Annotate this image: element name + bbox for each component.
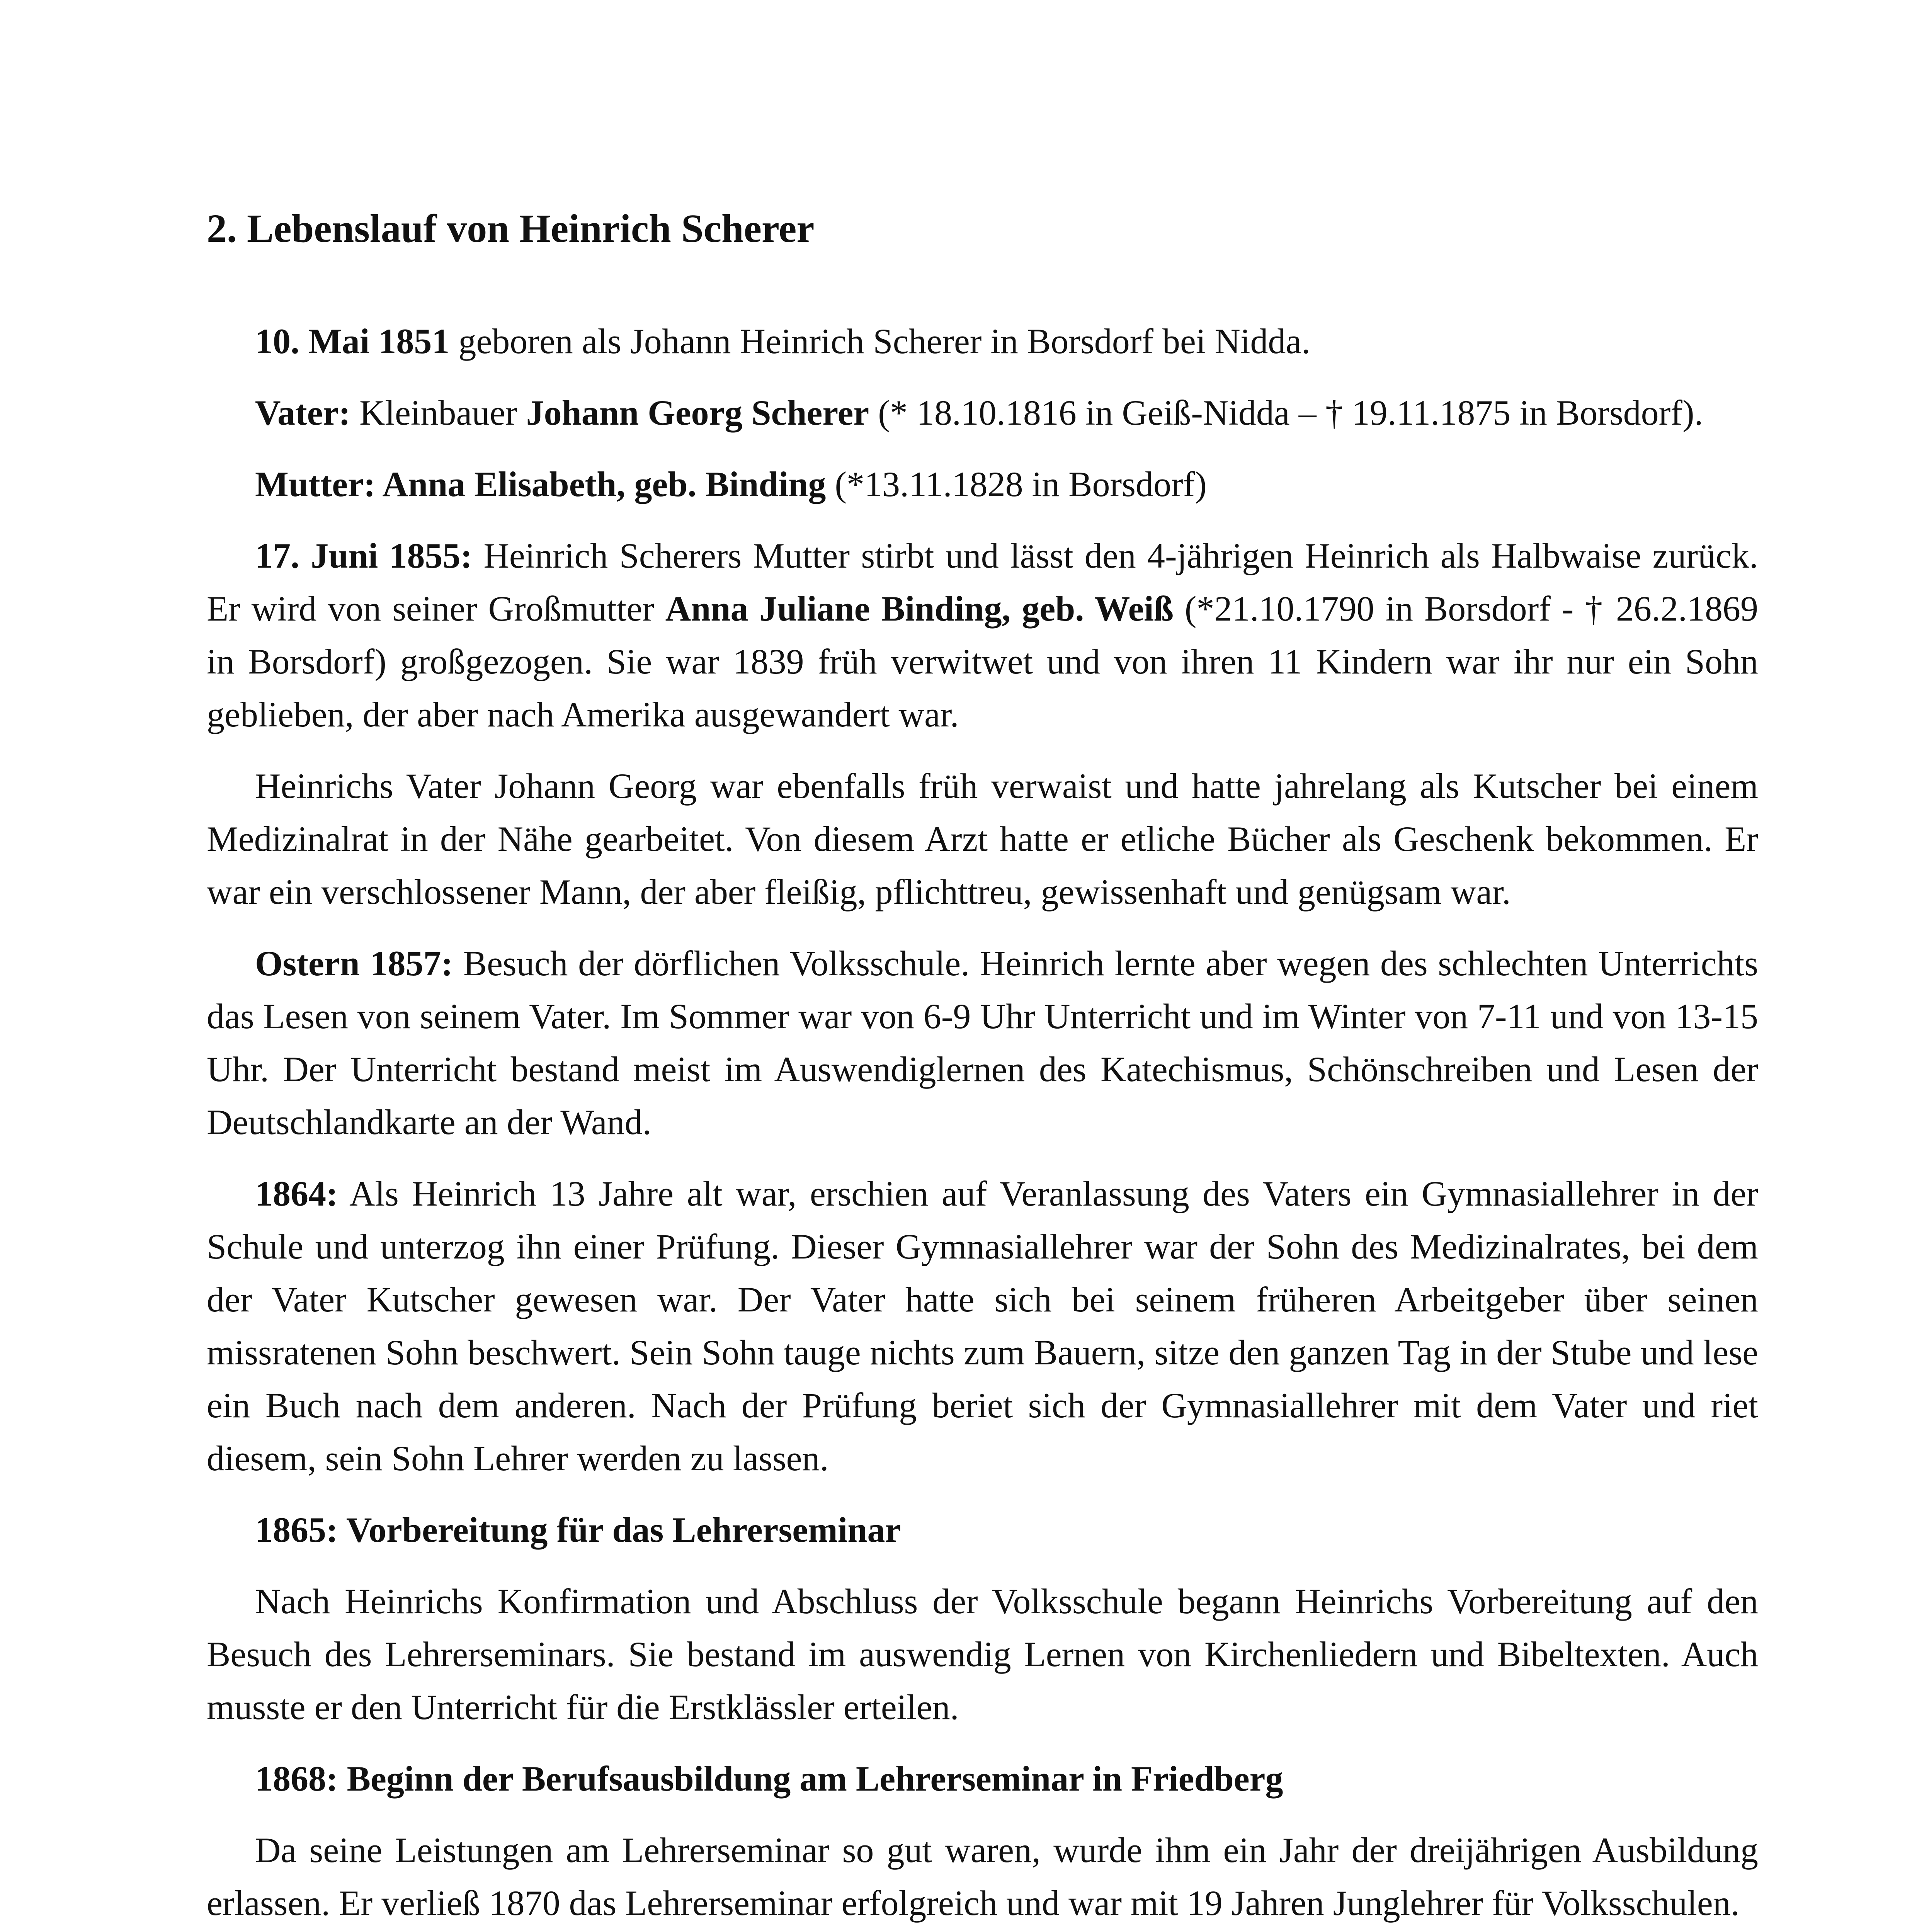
paragraph <box>207 1167 1758 1485</box>
text-run: Da seine Leistungen am Lehrerseminar so gut waren, wurde ihm ein Jahr der dreijährigen Ausbildung erlassen. Er verließ 1870 das Lehrerseminar erfolgreich und war mit 19 Jahren Junglehrer für Volksschulen. <box>207 1830 1758 1923</box>
paragraph <box>207 1575 1758 1734</box>
text-run: Nach Heinrichs Konfirmation und Abschluss der Volksschule begann Heinrichs Vorbereitung auf den Besuch des Lehrerseminars. Sie bestand im auswendig Lernen von Kirchenliedern und Bibeltexten. Auch musste er den Unterricht für die Erstklässler erteilen. <box>207 1582 1758 1727</box>
text-run: (*21.10.1790 in Borsdorf - † 26.2.1869 in Borsdorf) großgezogen. Sie war 1839 früh verwitwet und von ihren 11 Kindern war ihr nur ein Sohn geblieben, der aber nach Amerika ausgewandert war. <box>207 589 1758 734</box>
body-text <box>207 315 1758 1932</box>
bold-text-run: Anna Juliane Binding, geb. Weiß <box>665 589 1174 628</box>
paragraph <box>207 1752 1758 1805</box>
text-run: Kleinbauer <box>350 393 526 432</box>
text-run: Heinrich Scherers Mutter stirbt und lässt den 4-jährigen Heinrich als Halbwaise zurück. Er wird von seiner Großmutter <box>207 536 1758 628</box>
paragraph <box>207 315 1758 368</box>
text-run: (*13.11.1828 in Borsdorf) <box>826 464 1207 504</box>
bold-text-run: Johann Georg Scherer <box>526 393 869 432</box>
section-heading: 2. Lebenslauf von Heinrich Scherer <box>207 206 815 251</box>
paragraph <box>207 937 1758 1149</box>
paragraph <box>207 760 1758 918</box>
document-page <box>207 0 1758 1932</box>
text-run: (* 18.10.1816 in Geiß-Nidda – † 19.11.1875 in Borsdorf). <box>869 393 1703 432</box>
bold-text-run: 17. Juni 1855: <box>255 536 473 575</box>
bold-text-run: 1868: Beginn der Berufsausbildung am Lehrerseminar in Friedberg <box>255 1759 1283 1798</box>
paragraph <box>207 1503 1758 1556</box>
text-run: Heinrichs Vater Johann Georg war ebenfalls früh verwaist und hatte jahrelang als Kutscher bei einem Medizinalrat in der Nähe gearbeitet. Von diesem Arzt hatte er etliche Bücher als Geschenk bekommen. Er war ein verschlossener Mann, der aber fleißig, pflichttreu, gewissenhaft und genügsam war. <box>207 766 1758 912</box>
bold-text-run: 10. Mai 1851 <box>255 321 450 361</box>
text-run: Als Heinrich 13 Jahre alt war, erschien auf Veranlassung des Vaters ein Gymnasiallehrer in der Schule und unterzog ihn einer Prüfung. Dieser Gymnasiallehrer war der Sohn des Medizinalrates, bei dem der Vater Kutscher gewesen war. Der Vater hatte sich bei seinem früheren Arbeitgeber über seinen missratenen Sohn beschwert. Sein Sohn tauge nichts zum Bauern, sitze den ganzen Tag in der Stube und lese ein Buch nach dem anderen. Nach der Prüfung beriet sich der Gymnasiallehrer mit dem Vater und riet diesem, sein Sohn Lehrer werden zu lassen. <box>207 1174 1758 1478</box>
bold-text-run: 1865: Vorbereitung für das Lehrerseminar <box>255 1510 901 1549</box>
paragraph <box>207 529 1758 741</box>
bold-text-run: Mutter: Anna Elisabeth, geb. Binding <box>255 464 826 504</box>
paragraph <box>207 1824 1758 1930</box>
bold-text-run: 1864: <box>255 1174 338 1213</box>
bold-text-run: Ostern 1857: <box>255 944 453 983</box>
paragraph <box>207 458 1758 511</box>
paragraph <box>207 386 1758 439</box>
text-run: geboren als Johann Heinrich Scherer in Borsdorf bei Nidda. <box>449 321 1311 361</box>
text-run: Besuch der dörflichen Volksschule. Heinrich lernte aber wegen des schlechten Unterrichts das Lesen von seinem Vater. Im Sommer war von 6-9 Uhr Unterricht und im Winter von 7-11 und von 13-15 Uhr. Der Unterricht bestand meist im Auswendiglernen des Katechismus, Schönschreiben und Lesen der Deutschlandkarte an der Wand. <box>207 944 1758 1142</box>
bold-text-run: Vater: <box>255 393 350 432</box>
